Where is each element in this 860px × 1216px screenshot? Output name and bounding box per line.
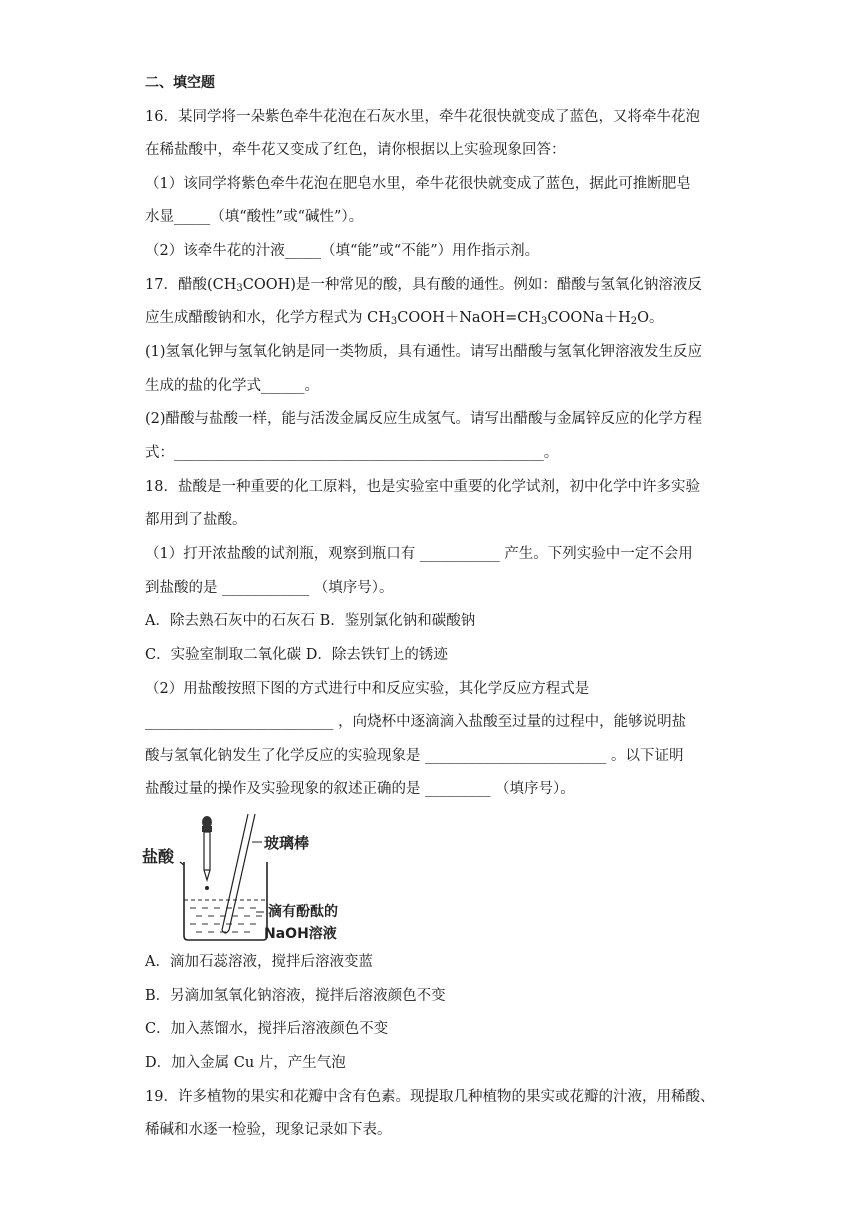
label-glass-rod: 玻璃棒: [264, 834, 310, 852]
q17-line-3: (1)氢氧化钾与氢氧化钠是同一类物质，具有通性。请写出醋酸与氢氧化钾溶液发生反应: [145, 344, 703, 360]
q16-line-1: 16．某同学将一朵紫色牵牛花泡在石灰水里，牵牛花很快就变成了蓝色，又将牵牛花泡: [145, 109, 700, 125]
q19-line-2: 稀碱和水逐一检验，现象记录如下表。: [145, 1122, 392, 1138]
q16-line-4: 水显_____（填“酸性”或“碱性”）。: [145, 209, 364, 225]
q18-line-5: A．除去熟石灰中的石灰石 B．鉴别氯化钠和碳酸钠: [145, 613, 476, 629]
q18-option-b: B．另滴加氢氧化钠溶液，搅拌后溶液颜色不变: [145, 988, 446, 1004]
q18-line-6: C．实验室制取二氧化碳 D．除去铁钉上的锈迹: [145, 647, 448, 663]
q18-option-a: A．滴加石蕊溶液，搅拌后溶液变蓝: [145, 954, 373, 970]
label-acid: 盐酸: [142, 847, 175, 866]
q18-option-d: D．加入金属 Cu 片，产生气泡: [145, 1055, 346, 1071]
q18-line-8: __________________________ ，向烧杯中逐滴滴入盐酸至过量的过程中，能够说明盐: [145, 714, 687, 730]
glass-rod: [222, 814, 255, 933]
q16-line-2: 在稀盐酸中，牵牛花又变成了红色，请你根据以上实验现象回答：: [145, 142, 566, 158]
q18-line-1: 18．盐酸是一种重要的化工原料，也是实验室中重要的化学试剂，初中化学中许多实验: [145, 479, 700, 495]
q17-line-2: 应生成醋酸钠和水，化学方程式为 $CH_3COOH+NaOH=CH_3COONa+H_2O$。: [145, 310, 664, 327]
q17-line-5: (2)醋酸与盐酸一样，能与活泼金属反应生成氢气。请写出醋酸与金属锌反应的化学方程: [145, 411, 703, 427]
beaker: [184, 862, 267, 940]
dropper: [202, 816, 212, 890]
q17-line-4: 生成的盐的化学式______。: [145, 378, 319, 394]
label-solution-1: 滴有酚酞的: [268, 904, 338, 920]
q18-line-9: 酸与氢氧化钠发生了化学反应的实验现象是 _________________________ 。以下证明: [145, 748, 684, 764]
section-title: 二、填空题: [145, 75, 215, 91]
q18-line-4: 到盐酸的是 ____________ （填序号）。: [145, 580, 394, 596]
q16-line-3: （1）该同学将紫色牵牛花泡在肥皂水里，牵牛花很快就变成了蓝色，据此可推断肥皂: [145, 176, 691, 192]
q19-line-1: 19．许多植物的果实和花瓣中含有色素。现提取几种植物的果实或花瓣的汁液，用稀酸、: [145, 1089, 715, 1105]
q17-line-1: 17．醋酸$(CH_3COOH)$是一种常见的酸，具有酸的通性。例如：醋酸与氢氧化钠溶液反: [145, 277, 702, 294]
q18-line-3: （1）打开浓盐酸的试剂瓶，观察到瓶口有 ___________ 产生。下列实验中一定不会用: [145, 546, 693, 562]
q17-line-6: 式：___________________________________________________。: [145, 445, 559, 461]
q16-line-5: （2）该牵牛花的汁液_____（填“能”或“不能”）用作指示剂。: [145, 243, 540, 259]
q18-option-c: C．加入蒸馏水，搅拌后溶液颜色不变: [145, 1021, 389, 1037]
q18-line-2: 都用到了盐酸。: [145, 512, 247, 528]
q18-line-7: （2）用盐酸按照下图的方式进行中和反应实验，其化学反应方程式是: [145, 681, 590, 697]
q18-line-10: 盐酸过量的操作及实验现象的叙述正确的是 _________ （填序号）。: [145, 781, 575, 797]
label-solution-2: NaOH溶液: [264, 926, 337, 942]
neutralization-diagram: [140, 812, 360, 946]
